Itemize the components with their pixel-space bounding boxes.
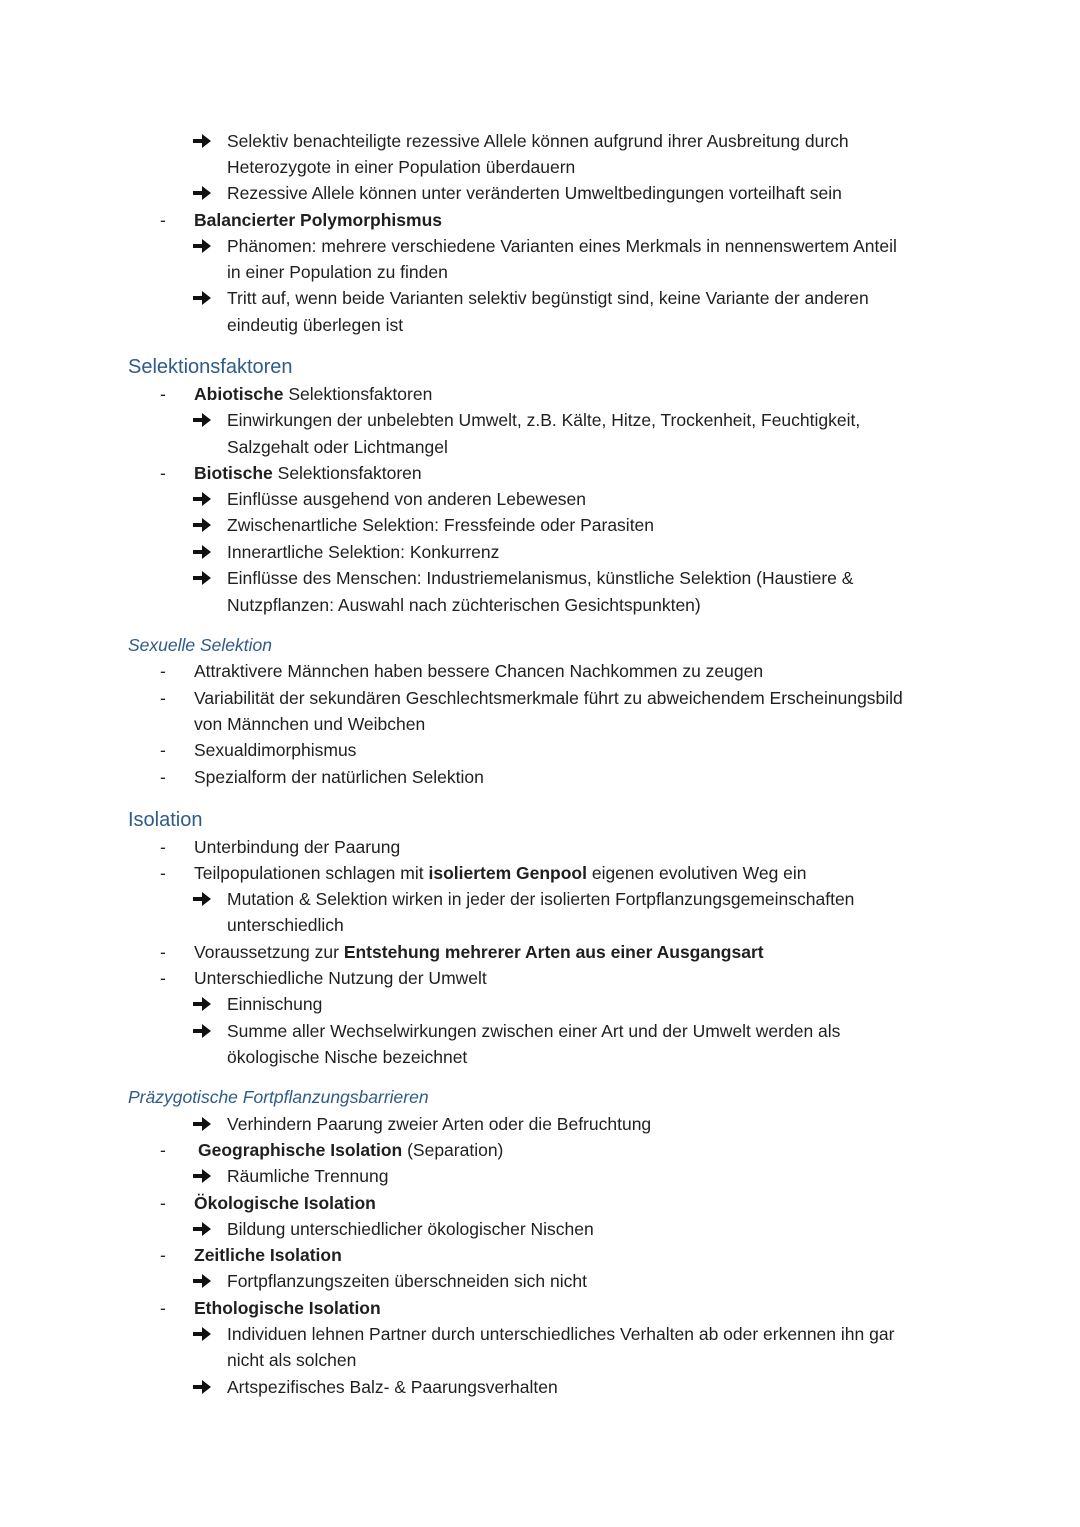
list-item-title: Geographische Isolation (Separation) [198,1140,504,1160]
list-text: Bildung unterschiedlicher ökologischer Nischen [227,1219,594,1239]
dash-bullet: - [160,1193,166,1213]
list-text: Unterbindung der Paarung [194,837,401,857]
list-item-title: Zeitliche Isolation [194,1245,342,1265]
arrow-bullet-icon [193,1018,213,1044]
dash-bullet: - [160,837,166,857]
list-text: Spezialform der natürlichen Selektion [194,767,484,787]
list-text: Rezessive Allele können unter veränderten Umweltbedingungen vorteilhaft sein [227,183,842,203]
list-item-title: Abiotische Selektionsfaktoren [194,384,433,404]
list-text: Räumliche Trennung [227,1166,389,1186]
arrow-bullet-icon [193,565,213,591]
arrow-bullet-icon [193,128,213,154]
list-item-title: Ökologische Isolation [194,1193,376,1213]
dash-bullet: - [160,1245,166,1265]
dash-bullet: - [160,863,166,883]
list-text: Artspezifisches Balz- & Paarungsverhalten [227,1377,558,1397]
list-item-title: Balancierter Polymorphismus [194,210,442,230]
list-text: Einnischung [227,994,323,1014]
list-text: Tritt auf, wenn beide Varianten selektiv begünstigt sind, keine Variante der anderen [227,288,869,308]
arrow-bullet-icon [193,991,213,1017]
dash-bullet: - [160,384,166,404]
list-text: Mutation & Selektion wirken in jeder der isolierten Fortpflanzungsgemeinschaften [227,889,855,909]
arrow-bullet-icon [193,285,213,311]
list-text: Phänomen: mehrere verschiedene Varianten eines Merkmals in nennenswertem Anteil [227,236,897,256]
list-text: Einflüsse des Menschen: Industriemelanismus, künstliche Selektion (Haustiere & [227,568,854,588]
list-text: unterschiedlich [227,915,344,935]
list-text: Salzgehalt oder Lichtmangel [227,437,448,457]
arrow-bullet-icon [193,1111,213,1137]
list-text: Heterozygote in einer Population überdauern [227,157,576,177]
list-text: Einwirkungen der unbelebten Umwelt, z.B. Kälte, Hitze, Trockenheit, Feuchtigkeit, [227,410,861,430]
dash-bullet: - [160,661,166,681]
subsection-heading: Sexuelle Selektion [128,635,272,655]
list-text: Variabilität der sekundären Geschlechtsmerkmale führt zu abweichendem Erscheinungsbild [194,688,903,708]
arrow-bullet-icon [193,886,213,912]
dash-bullet: - [160,767,166,787]
arrow-bullet-icon [193,233,213,259]
arrow-bullet-icon [193,1216,213,1242]
list-text: Nutzpflanzen: Auswahl nach züchterischen Gesichtspunkten) [227,595,701,615]
list-text: Fortpflanzungszeiten überschneiden sich nicht [227,1271,587,1291]
arrow-bullet-icon [193,1321,213,1347]
list-text: Attraktivere Männchen haben bessere Chancen Nachkommen zu zeugen [194,661,764,681]
list-text: Voraussetzung zur Entstehung mehrerer Arten aus einer Ausgangsart [194,942,764,962]
list-text: Sexualdimorphismus [194,740,357,760]
list-text: Individuen lehnen Partner durch unterschiedliches Verhalten ab oder erkennen ihn gar [227,1324,895,1344]
dash-bullet: - [160,968,166,988]
subsection-heading: Präzygotische Fortpflanzungsbarrieren [128,1087,429,1107]
list-text: Teilpopulationen schlagen mit isoliertem Genpool eigenen evolutiven Weg ein [194,863,807,883]
list-text: Zwischenartliche Selektion: Fressfeinde oder Parasiten [227,515,655,535]
list-item-title: Ethologische Isolation [194,1298,381,1318]
arrow-bullet-icon [193,539,213,565]
arrow-bullet-icon [193,1374,213,1400]
list-text: nicht als solchen [227,1350,357,1370]
list-text: Unterschiedliche Nutzung der Umwelt [194,968,487,988]
dash-bullet: - [160,740,166,760]
arrow-bullet-icon [193,180,213,206]
list-text: von Männchen und Weibchen [194,714,426,734]
section-heading: Isolation [128,809,203,831]
list-text: Innerartliche Selektion: Konkurrenz [227,542,500,562]
dash-bullet: - [160,942,166,962]
dash-bullet: - [160,1140,166,1160]
list-text: Summe aller Wechselwirkungen zwischen einer Art und der Umwelt werden als [227,1021,841,1041]
dash-bullet: - [160,463,166,483]
arrow-bullet-icon [193,1163,213,1189]
arrow-bullet-icon [193,512,213,538]
list-text: Verhindern Paarung zweier Arten oder die Befruchtung [227,1114,652,1134]
dash-bullet: - [160,688,166,708]
dash-bullet: - [160,210,166,230]
section-heading: Selektionsfaktoren [128,356,293,378]
list-text: eindeutig überlegen ist [227,315,404,335]
list-text: Einflüsse ausgehend von anderen Lebewesen [227,489,587,509]
list-text: in einer Population zu finden [227,262,448,282]
arrow-bullet-icon [193,407,213,433]
list-text: Selektiv benachteiligte rezessive Allele können aufgrund ihrer Ausbreitung durch [227,131,849,151]
arrow-bullet-icon [193,1268,213,1294]
list-item-title: Biotische Selektionsfaktoren [194,463,422,483]
list-text: ökologische Nische bezeichnet [227,1047,468,1067]
dash-bullet: - [160,1298,166,1318]
arrow-bullet-icon [193,486,213,512]
